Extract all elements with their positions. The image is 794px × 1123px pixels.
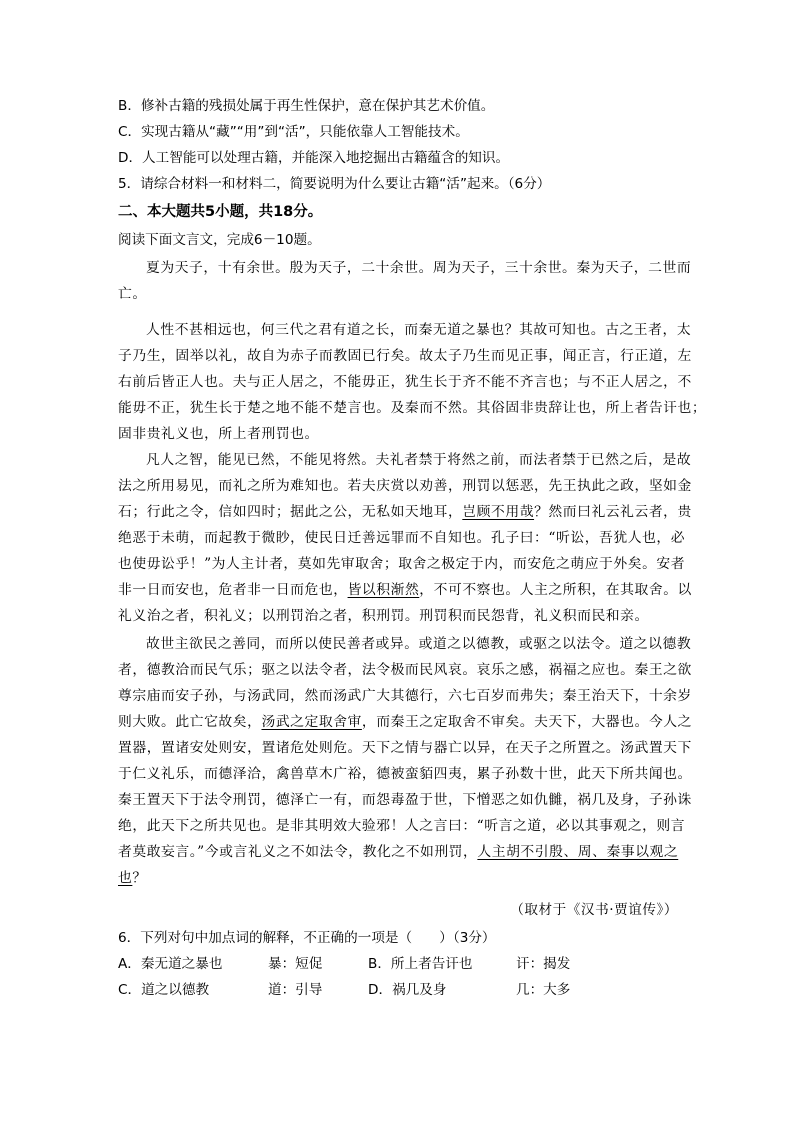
question-6-stem: 6．下列对句中加点词的解释，不正确的一项是（ ）（3分） [118, 930, 496, 946]
text-run: 石；行此之令，信如四时；据此之公，无私如天地耳， [118, 504, 463, 520]
section-instruction: 阅读下面文言文，完成6－10题。 [118, 232, 321, 248]
passage-line: 绝，此天下之所共见也。是非其明效大验邪！人之言曰：“听言之道，必以其事观之，则言 [118, 818, 686, 834]
passage-line: 凡人之智，能见已然，不能见将然。夫礼者禁于将然之前，而法者禁于已然之后，是故 [146, 452, 692, 468]
underlined-phrase: 汤武之定取舍审 [261, 714, 362, 730]
passage-line: 礼义治之者，积礼义；以刑罚治之者，积刑罚。刑罚积而民怨背，礼义积而民和亲。 [118, 608, 649, 624]
q6-option-b-gloss: 讦：揭发 [516, 956, 571, 972]
passage-line [118, 868, 147, 888]
passage-line: 绝恶于未萌，而起教于微眇，使民日迁善远罪而不自知也。孔子曰：“听讼，吾犹人也，必 [118, 530, 686, 546]
passage-line [118, 502, 692, 522]
option-b: B．修补古籍的残损处属于再生性保护，意在保护其艺术价值。 [118, 98, 495, 114]
passage-line: 亡。 [118, 286, 147, 302]
underlined-phrase: 皆以积渐然 [347, 582, 420, 598]
passage-line: 者，德教洽而民气乐；驱之以法令者，法令极而民风哀。哀乐之感，祸福之应也。秦王之欲 [118, 662, 692, 678]
q6-option-d-gloss: 几：大多 [516, 982, 571, 998]
passage-line [118, 712, 692, 732]
passage-line: 秦王置天下于法令刑罚，德泽亡一有，而怨毒盈于世，下憎恶之如仇雠，祸几及身，子孙诛 [118, 792, 692, 808]
passage-line: 于仁义礼乐，而德泽洽，禽兽草木广裕，德被蛮貊四夷，累子孙数十世，此天下所共闻也。 [118, 766, 692, 782]
passage-line: 能毋不正，犹生长于楚之地不能不楚言也。及秦而不然。其俗固非贵辞让也，所上者告讦也； [118, 400, 707, 416]
text-run: 者莫敢妄言。”今或言礼义之不如法令，教化之不如刑罚， [118, 844, 478, 860]
option-c: C．实现古籍从“藏”“用”到“活”，只能依靠人工智能技术。 [118, 124, 469, 140]
passage-line: 置器，置诸安处则安，置诸危处则危。天下之情与器亡以异，在天子之所置之。汤武置天下 [118, 740, 692, 756]
q6-option-a: A．秦无道之暴也 [118, 956, 223, 972]
passage-line: 子乃生，固举以礼，故自为赤子而教固已行矣。故太子乃生而见正事，闻正言，行正道，左 [118, 348, 692, 364]
q6-option-row [118, 980, 570, 1000]
passage-line [118, 580, 692, 600]
text-run: 非一日而安也，危者非一日而危也， [118, 582, 348, 598]
passage-line: 右前后皆正人也。夫与正人居之，不能毋正，犹生长于齐不能不齐言也；与不正人居之，不 [118, 374, 692, 390]
passage-line: 人性不甚相远也，何三代之君有道之长，而秦无道之暴也？其故可知也。古之王者，太 [146, 322, 692, 338]
passage-line: 夏为天子，十有余世。殷为天子，二十余世。周为天子，三十余世。秦为天子，二世而 [146, 260, 692, 276]
passage-line: 固非贵礼义也，所上者刑罚也。 [118, 426, 319, 442]
passage-line [118, 842, 678, 862]
text-run: 则大败。此亡它故矣， [118, 714, 262, 730]
q6-option-a-gloss: 暴：短促 [268, 956, 323, 972]
underlined-phrase: 也 [118, 870, 133, 886]
text-run: ，而秦王之定取舍不审矣。夫天下，大器也。今人之 [361, 714, 692, 730]
option-d: D．人工智能可以处理古籍，并能深入地挖掘出古籍蕴含的知识。 [118, 150, 510, 166]
q6-option-c-gloss: 道：引导 [268, 982, 323, 998]
passage-line: 也使毋讼乎！”为人主计者，莫如先审取舍；取舍之极定于内，而安危之萌应于外矣。安者 [118, 556, 686, 572]
question-5: 5．请综合材料一和材料二，简要说明为什么要让古籍“活”起来。（6分） [118, 176, 551, 192]
passage-line: 尊宗庙而安子孙，与汤武同，然而汤武广大其德行，六七百岁而弗失；秦王治天下，十余岁 [118, 688, 692, 704]
q6-option-c: C．道之以德教 [118, 982, 210, 998]
underlined-phrase: 人主胡不引殷、周、秦事以观之 [477, 844, 679, 860]
q6-option-b: B．所上者告讦也 [368, 956, 473, 972]
q6-option-d: D．祸几及身 [368, 982, 447, 998]
text-run: ，不可不察也。人主之所积，在其取舍。以 [419, 582, 692, 598]
underlined-phrase: 岂顾不用哉 [462, 504, 535, 520]
text-run: ？ [132, 870, 147, 886]
passage-line: 故世主欲民之善同，而所以使民善者或异。或道之以德教，或驱之以法令。道之以德教 [146, 636, 692, 652]
passage-source: （取材于《汉书·贾谊传》） [510, 902, 678, 918]
text-run: ？然而曰礼云礼云者，贵 [534, 504, 692, 520]
passage-line: 法之所用易见，而礼之所为难知也。若夫庆赏以劝善，刑罚以惩恶，先王执此之政，坚如金 [118, 478, 692, 494]
section-title: 二、本大题共5小题，共18分。 [118, 204, 323, 220]
q6-option-row [118, 954, 570, 974]
